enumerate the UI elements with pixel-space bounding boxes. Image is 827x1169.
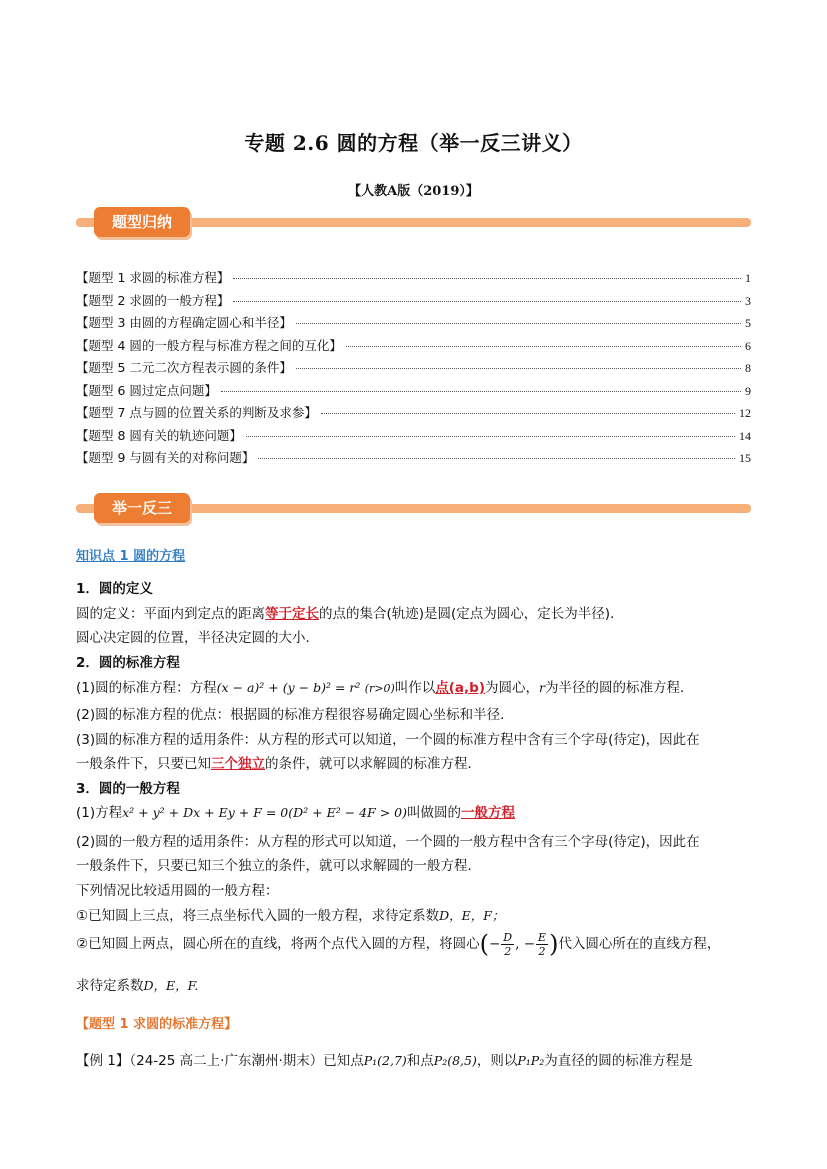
standard-equation-advantage: (2)圆的标准方程的优点：根据圆的标准方程很容易确定圆心坐标和半径． (76, 707, 514, 723)
section-bar-summary (76, 207, 751, 243)
toc-item[interactable]: 【题型 2 求圆的一般方程】 3 (76, 292, 751, 308)
section-badge-practice: 举一反三 (94, 493, 190, 523)
general-equation: (1)方程x² + y² + Dx + Ey + F = 0(D² + E² − 4F > 0)叫做圆的一般方程 (76, 805, 516, 821)
general-equation-condition-cont: 一般条件下，只要已知三个独立的条件，就可以求解圆的一般方程． (76, 858, 481, 874)
section-2-title: 2．圆的标准方程 (76, 655, 180, 671)
toc-item[interactable]: 【题型 1 求圆的标准方程】 1 (76, 270, 751, 285)
section-bar-practice (76, 493, 751, 529)
example-1: 【例 1】（24-25 高二上·广东潮州·期末）已知点P₁(2,7)和点P₂(8,5)，则以P₁P₂为直径的圆的标准方程是 (76, 1053, 693, 1069)
toc-item[interactable]: 【题型 3 由圆的方程确定圆心和半径】 5 (76, 315, 751, 330)
circle-definition-note: 圆心决定圆的位置，半径决定圆的大小． (76, 630, 319, 646)
fraction-e: $\frac{E}{2}$ (538, 930, 547, 958)
type-1-heading: 【题型 1 求圆的标准方程】 (76, 1017, 238, 1032)
general-equation-case-2-cont: 求待定系数D，E，F. (76, 978, 199, 994)
section-1-title: 1．圆的定义 (76, 581, 153, 597)
fraction-d: $\frac{D}{2}$ (503, 930, 513, 958)
general-equation-condition: (2)圆的一般方程的适用条件：从方程的形式可以知道，一个圆的一般方程中含有三个字母(待定)，因此在 (76, 834, 700, 850)
standard-equation-condition: (3)圆的标准方程的适用条件：从方程的形式可以知道，一个圆的标准方程中含有三个字母(待定)，因此在 (76, 732, 700, 748)
circle-definition: 圆的定义：平面内到定点的距离等于定长的点的集合(轨迹)是圆(定点为圆心，定长为半径)． (76, 606, 624, 622)
general-equation-case-1: ①已知圆上三点，将三点坐标代入圆的一般方程，求待定系数D，E，F； (76, 908, 505, 924)
knowledge-point-heading: 知识点 1 圆的方程 (76, 549, 186, 564)
toc-item[interactable]: 【题型 9 与圆有关的对称问题】 15 (76, 450, 751, 465)
toc-item[interactable]: 【题型 8 圆有关的轨迹问题】 14 (76, 427, 751, 443)
toc-item[interactable]: 【题型 4 圆的一般方程与标准方程之间的互化】 6 (76, 337, 751, 353)
general-equation-cases-intro: 下列情况比较适用圆的一般方程： (76, 883, 279, 899)
page-title: 专题 2.6 圆的方程（举一反三讲义） (244, 131, 583, 155)
toc-item[interactable]: 【题型 6 圆过定点问题】 9 (76, 382, 751, 398)
standard-equation-condition-cont: 一般条件下，只要已知三个独立的条件，就可以求解圆的标准方程． (76, 756, 481, 772)
section-3-title: 3．圆的一般方程 (76, 781, 180, 797)
toc-item[interactable]: 【题型 7 点与圆的位置关系的判断及求参】 12 (76, 405, 751, 420)
table-of-contents (76, 268, 751, 471)
standard-equation: (1)圆的标准方程：方程(x − a)² + (y − b)² = r² (r>0)叫作以点(a,b)为圆心，r为半径的圆的标准方程． (76, 680, 694, 696)
section-badge-summary: 题型归纳 (94, 207, 190, 237)
toc-item[interactable]: 【题型 5 二元二次方程表示圆的条件】 8 (76, 360, 751, 375)
general-equation-case-2: ②已知圆上两点，圆心所在的直线，将两个点代入圆的方程，将圆心(− $\frac{D}{2}$ , − $\frac{E}{2}$ )代入圆心所在的直线方程， (76, 930, 721, 958)
edition-subtitle: 【人教A版（2019）】 (348, 184, 479, 199)
